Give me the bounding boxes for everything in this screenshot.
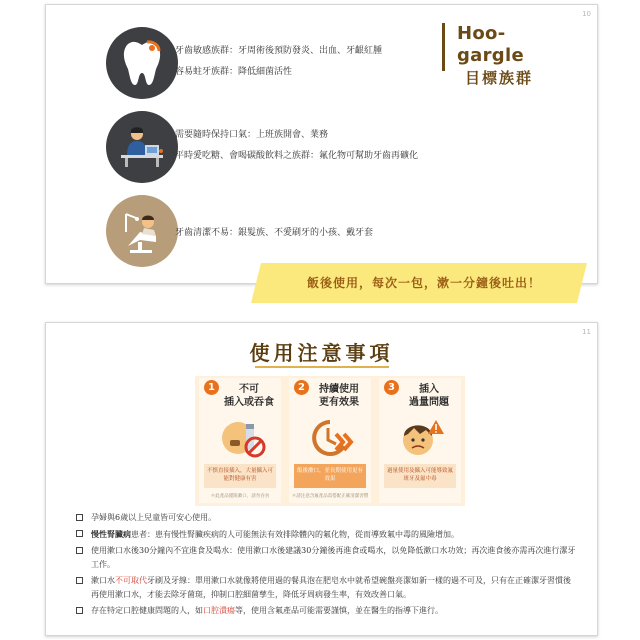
notice-card-1 bbox=[199, 378, 281, 503]
page-number: 10 bbox=[582, 10, 591, 18]
card-note: 過量使用及攝入可能導致氟斑牙及氟中毒 bbox=[384, 464, 456, 488]
checkbox-icon bbox=[76, 514, 83, 521]
card-title-line-1: 持續使用 bbox=[319, 384, 359, 395]
brand-block bbox=[442, 23, 566, 87]
card-number: 2 bbox=[294, 380, 309, 395]
group-2-line-2: 平時愛吃糖、會喝碳酸飲料之族群：氟化物可幫助牙齒再礦化 bbox=[175, 151, 419, 161]
card-title-line-2: 更有效果 bbox=[319, 397, 359, 408]
page-title: 使用注意事項 bbox=[249, 341, 394, 365]
checkbox-icon bbox=[76, 577, 83, 584]
notice-panel bbox=[195, 376, 465, 506]
group-3-line-1: 牙齒清潔不易：銀髮族、不愛刷牙的小孩、戴牙套 bbox=[175, 228, 374, 238]
card-title-line-1: 不可 bbox=[239, 384, 259, 395]
group-1-line-2: 容易蛀牙族群：降低細菌活性 bbox=[175, 67, 293, 77]
card-number: 3 bbox=[384, 380, 399, 395]
card-title-line-2: 插入或吞食 bbox=[224, 397, 274, 408]
card-number: 1 bbox=[204, 380, 219, 395]
card-title bbox=[399, 383, 459, 409]
card-note: 不慎直接插入，大量攝入可能對健康有害 bbox=[204, 464, 276, 488]
continuous-use-icon bbox=[306, 414, 356, 462]
notice-card-3 bbox=[379, 378, 461, 503]
slide-target-groups bbox=[45, 4, 598, 290]
checkbox-icon bbox=[76, 607, 83, 614]
checkbox-icon bbox=[76, 530, 83, 537]
dental-chair-icon bbox=[106, 195, 178, 267]
usage-notes-list bbox=[76, 511, 576, 620]
list-item: 使用漱口水後30分鐘內不宜進食及喝水：使用漱口水後建議30分鐘後再進食或喝水，以免降低漱口水功效；再次進食後亦需再次進行潔牙工作。 bbox=[76, 544, 576, 572]
tooth-icon bbox=[106, 27, 178, 99]
slide-usage-notes bbox=[45, 322, 598, 636]
card-footnote: ＊請注意含氟產品需搭配正確清潔習慣 bbox=[291, 494, 369, 499]
page-number: 11 bbox=[582, 328, 591, 336]
card-note: 飯後漱口，並長期使用更有效果 bbox=[294, 464, 366, 488]
card-footnote: ＊此產品僅限漱口，請勿吞食 bbox=[210, 494, 270, 499]
group-3-text bbox=[175, 223, 373, 244]
card-title-line-2: 過量問題 bbox=[409, 397, 449, 408]
section-title: 目標族群 bbox=[465, 69, 534, 87]
checkbox-icon bbox=[76, 547, 83, 554]
list-item: 孕婦與6歲以上兒童皆可安心使用。 bbox=[76, 511, 576, 525]
card-title-line-1: 插入 bbox=[419, 384, 439, 395]
no-swallow-icon bbox=[216, 414, 266, 462]
card-title bbox=[309, 383, 369, 409]
group-1-line-1: 牙齒敏感族群：牙周術後預防發炎、出血、牙齦紅腫 bbox=[175, 46, 383, 56]
brand-name: Hoo-gargle bbox=[457, 23, 524, 66]
card-title bbox=[219, 383, 279, 409]
list-item: 慢性腎臟病患者：患有慢性腎臟疾病的人可能無法有效排除體內的氟化物，從而導致氟中毒的風險增加。 bbox=[76, 527, 576, 542]
overdose-warning-icon bbox=[396, 414, 446, 462]
list-item: 漱口水不可取代牙刷及牙線：單用漱口水就像將使用過的餐具泡在肥皂水中就希望碗盤亮潔如新一樣的過不可及，只有在正確潔牙習慣後再使用漱口水，才能去除牙菌斑，抑制口腔細菌孳生，降低牙周病發生率，有效改善口氣。 bbox=[76, 574, 576, 602]
title-underline bbox=[255, 366, 389, 368]
group-1-text bbox=[175, 41, 382, 83]
notice-card-2 bbox=[289, 378, 371, 503]
group-2-text bbox=[175, 125, 418, 167]
slogan-text: 飯後使用，每次一包，漱一分鐘後吐出！ bbox=[306, 276, 541, 290]
list-item: 存在特定口腔健康問題的人，如口腔潰瘍等，使用含氟產品可能需要謹慎，並在醫生的指導下進行。 bbox=[76, 604, 576, 618]
office-worker-icon bbox=[106, 111, 178, 183]
group-2-line-1: 需要隨時保持口氣：上班族開會、業務 bbox=[175, 130, 329, 140]
